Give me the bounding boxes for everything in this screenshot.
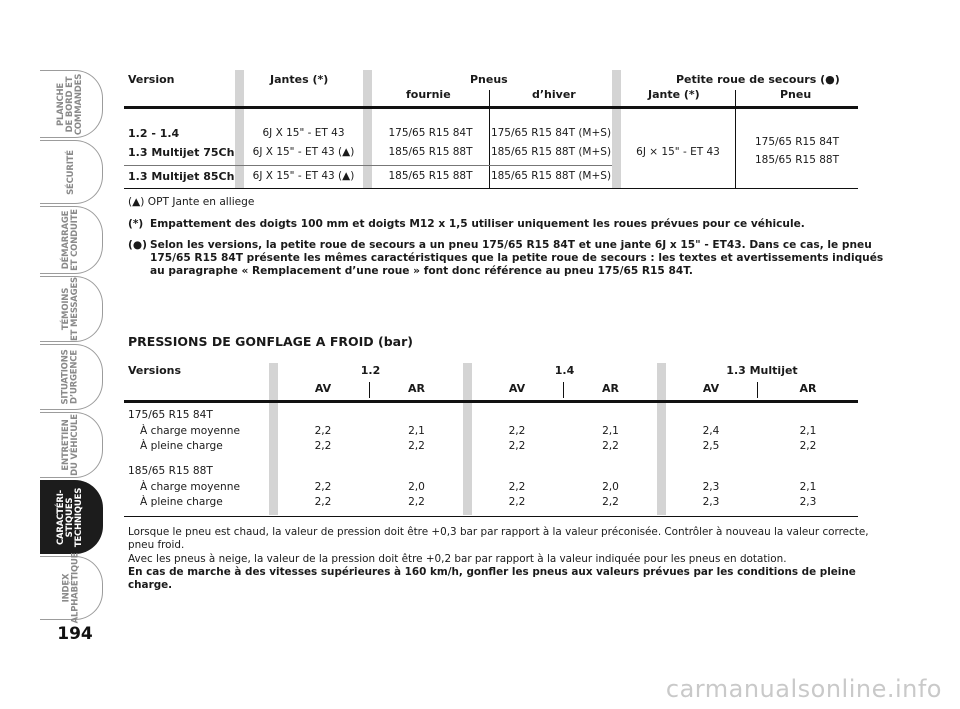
tab-demarrage[interactable]: DÉMARRAGE ET CONDUITE xyxy=(40,206,103,274)
row-tyre-winter: 175/65 R15 84T (M+S) xyxy=(490,127,612,139)
row-rim: 6J X 15" - ET 43 xyxy=(262,127,345,139)
header-tyres-supplied: fournie xyxy=(406,88,451,101)
row-version: 1.2 - 1.4 xyxy=(128,127,180,140)
watermark: carmanualsonline.info xyxy=(665,675,942,703)
pressure-value: 2,2 xyxy=(314,425,332,437)
tab-index[interactable]: INDEX ALPHABÉTIQUE xyxy=(40,556,103,620)
pressure-value: 2,0 xyxy=(408,481,425,493)
header-rear: AR xyxy=(408,382,425,395)
pressure-value: 2,4 xyxy=(702,425,720,437)
tab-temoins[interactable]: TÉMOINS ET MESSAGES xyxy=(40,276,103,342)
tab-entretien[interactable]: ENTRETIEN DU VÉHICULE xyxy=(40,412,103,478)
pressure-value: 2,1 xyxy=(799,481,817,493)
row-rim: 6J X 15" - ET 43 (▲) xyxy=(252,170,355,182)
page-number: 194 xyxy=(57,624,93,644)
tab-planche-de-bord[interactable]: PLANCHE DE BORD ET COMMANDES xyxy=(40,70,103,138)
pressure-value: 2,2 xyxy=(314,481,332,493)
pressure-value: 2,2 xyxy=(799,440,817,452)
pressure-value: 2,1 xyxy=(408,425,425,437)
pressure-value: 2,1 xyxy=(799,425,817,437)
header-spare-tyre: Pneu xyxy=(780,88,812,101)
pressure-value: 2,2 xyxy=(508,440,526,452)
tab-securite[interactable]: SÉCURITÉ xyxy=(40,140,103,204)
header-front: AV xyxy=(314,382,332,395)
note-star-marker: (*) xyxy=(128,218,144,230)
pressure-value: 2,2 xyxy=(508,481,526,493)
row-version: 1.3 Multijet 85Ch xyxy=(128,170,235,183)
load-label: À pleine charge xyxy=(140,440,223,452)
pressure-header-rule xyxy=(124,400,858,403)
note-dot-line: au paragraphe « Remplacement d’une roue » font donc référence au pneu 175/65 R15 84T. xyxy=(150,265,693,277)
load-label: À charge moyenne xyxy=(140,425,240,437)
row-tyre-winter: 185/65 R15 88T (M+S) xyxy=(490,170,612,182)
pressure-value: 2,2 xyxy=(408,496,425,508)
header-engine: 1.2 xyxy=(360,364,381,377)
row-rim: 6J X 15" - ET 43 (▲) xyxy=(252,146,355,158)
pressure-value: 2,5 xyxy=(702,440,720,452)
tab-caracteristiques[interactable]: CARACTÉRI- STIQUES TECHNIQUES xyxy=(40,480,103,554)
pressure-value: 2,2 xyxy=(408,440,425,452)
pressure-value: 2,3 xyxy=(702,496,720,508)
row-tyre-supplied: 175/65 R15 84T xyxy=(388,127,473,139)
pressure-value: 2,2 xyxy=(602,440,619,452)
pressure-title: PRESSIONS DE GONFLAGE A FROID (bar) xyxy=(128,334,413,349)
footer-line: pneu froid. xyxy=(128,539,185,551)
header-front: AV xyxy=(702,382,720,395)
footer-line: Lorsque le pneu est chaud, la valeur de pression doit être +0,3 bar par rapport à la valeur préconisée. Contrôler à nouveau la valeur correcte, xyxy=(128,526,869,538)
spare-rim: 6J × 15" - ET 43 xyxy=(636,146,720,158)
tab-situations[interactable]: SITUATIONS D’URGENCE xyxy=(40,344,103,410)
pressure-value: 2,0 xyxy=(602,481,619,493)
row-tyre-supplied: 185/65 R15 88T xyxy=(388,146,473,158)
spare-tyre: 175/65 R15 84T xyxy=(754,136,840,148)
spare-tyre: 185/65 R15 88T xyxy=(754,154,840,166)
header-versions: Versions xyxy=(128,364,182,377)
tyre-size: 175/65 R15 84T xyxy=(128,409,213,421)
header-spare: Petite roue de secours (●) xyxy=(676,73,840,86)
pressure-value: 2,3 xyxy=(799,496,817,508)
header-engine: 1.4 xyxy=(554,364,575,377)
tyre-size: 185/65 R15 88T xyxy=(128,465,213,477)
header-engine: 1.3 Multijet xyxy=(726,364,798,377)
header-tyres: Pneus xyxy=(470,73,508,86)
header-tyres-winter: d’hiver xyxy=(532,88,576,101)
note-dot-marker: (●) xyxy=(128,239,147,251)
pressure-value: 2,1 xyxy=(602,425,619,437)
footer-bold-line: En cas de marche à des vitesses supérieures à 160 km/h, gonfler les pneus aux valeurs prévues par les conditions de pleine xyxy=(128,566,856,578)
note-star: Empattement des doigts 100 mm et doigts M12 x 1,5 utiliser uniquement les roues prévues pour ce véhicule. xyxy=(150,218,805,230)
pressure-value: 2,2 xyxy=(602,496,619,508)
note-dot-line: Selon les versions, la petite roue de secours a un pneu 175/65 R15 84T et une jante 6J x 15" - ET43. Dans ce cas, le pneu xyxy=(150,239,872,251)
row-tyre-supplied: 185/65 R15 88T xyxy=(388,170,473,182)
load-label: À pleine charge xyxy=(140,496,223,508)
header-rear: AR xyxy=(799,382,817,395)
row-version: 1.3 Multijet 75Ch xyxy=(128,146,235,159)
row-tyre-winter: 185/65 R15 88T (M+S) xyxy=(490,146,612,158)
header-front: AV xyxy=(508,382,526,395)
header-rear: AR xyxy=(602,382,619,395)
footer-line: Avec les pneus à neige, la valeur de la pression doit être +0,2 bar par rapport à la valeur indiquée pour les pneus en dotation. xyxy=(128,553,787,565)
pressure-value: 2,2 xyxy=(314,496,332,508)
load-label: À charge moyenne xyxy=(140,481,240,493)
header-rule xyxy=(124,106,858,109)
header-version: Version xyxy=(128,73,175,86)
header-spare-rim: Jante (*) xyxy=(648,88,700,101)
pressure-value: 2,2 xyxy=(508,425,526,437)
header-rims: Jantes (*) xyxy=(270,73,329,86)
pressure-value: 2,3 xyxy=(702,481,720,493)
note-dot-line: 175/65 R15 84T présente les mêmes caractéristiques que la petite roue de secours : les textes et avertissements indiqués xyxy=(150,252,884,264)
footer-bold-line: charge. xyxy=(128,579,173,591)
pressure-value: 2,2 xyxy=(508,496,526,508)
pressure-value: 2,2 xyxy=(314,440,332,452)
note-triangle: (▲) OPT Jante en alliege xyxy=(128,196,255,208)
